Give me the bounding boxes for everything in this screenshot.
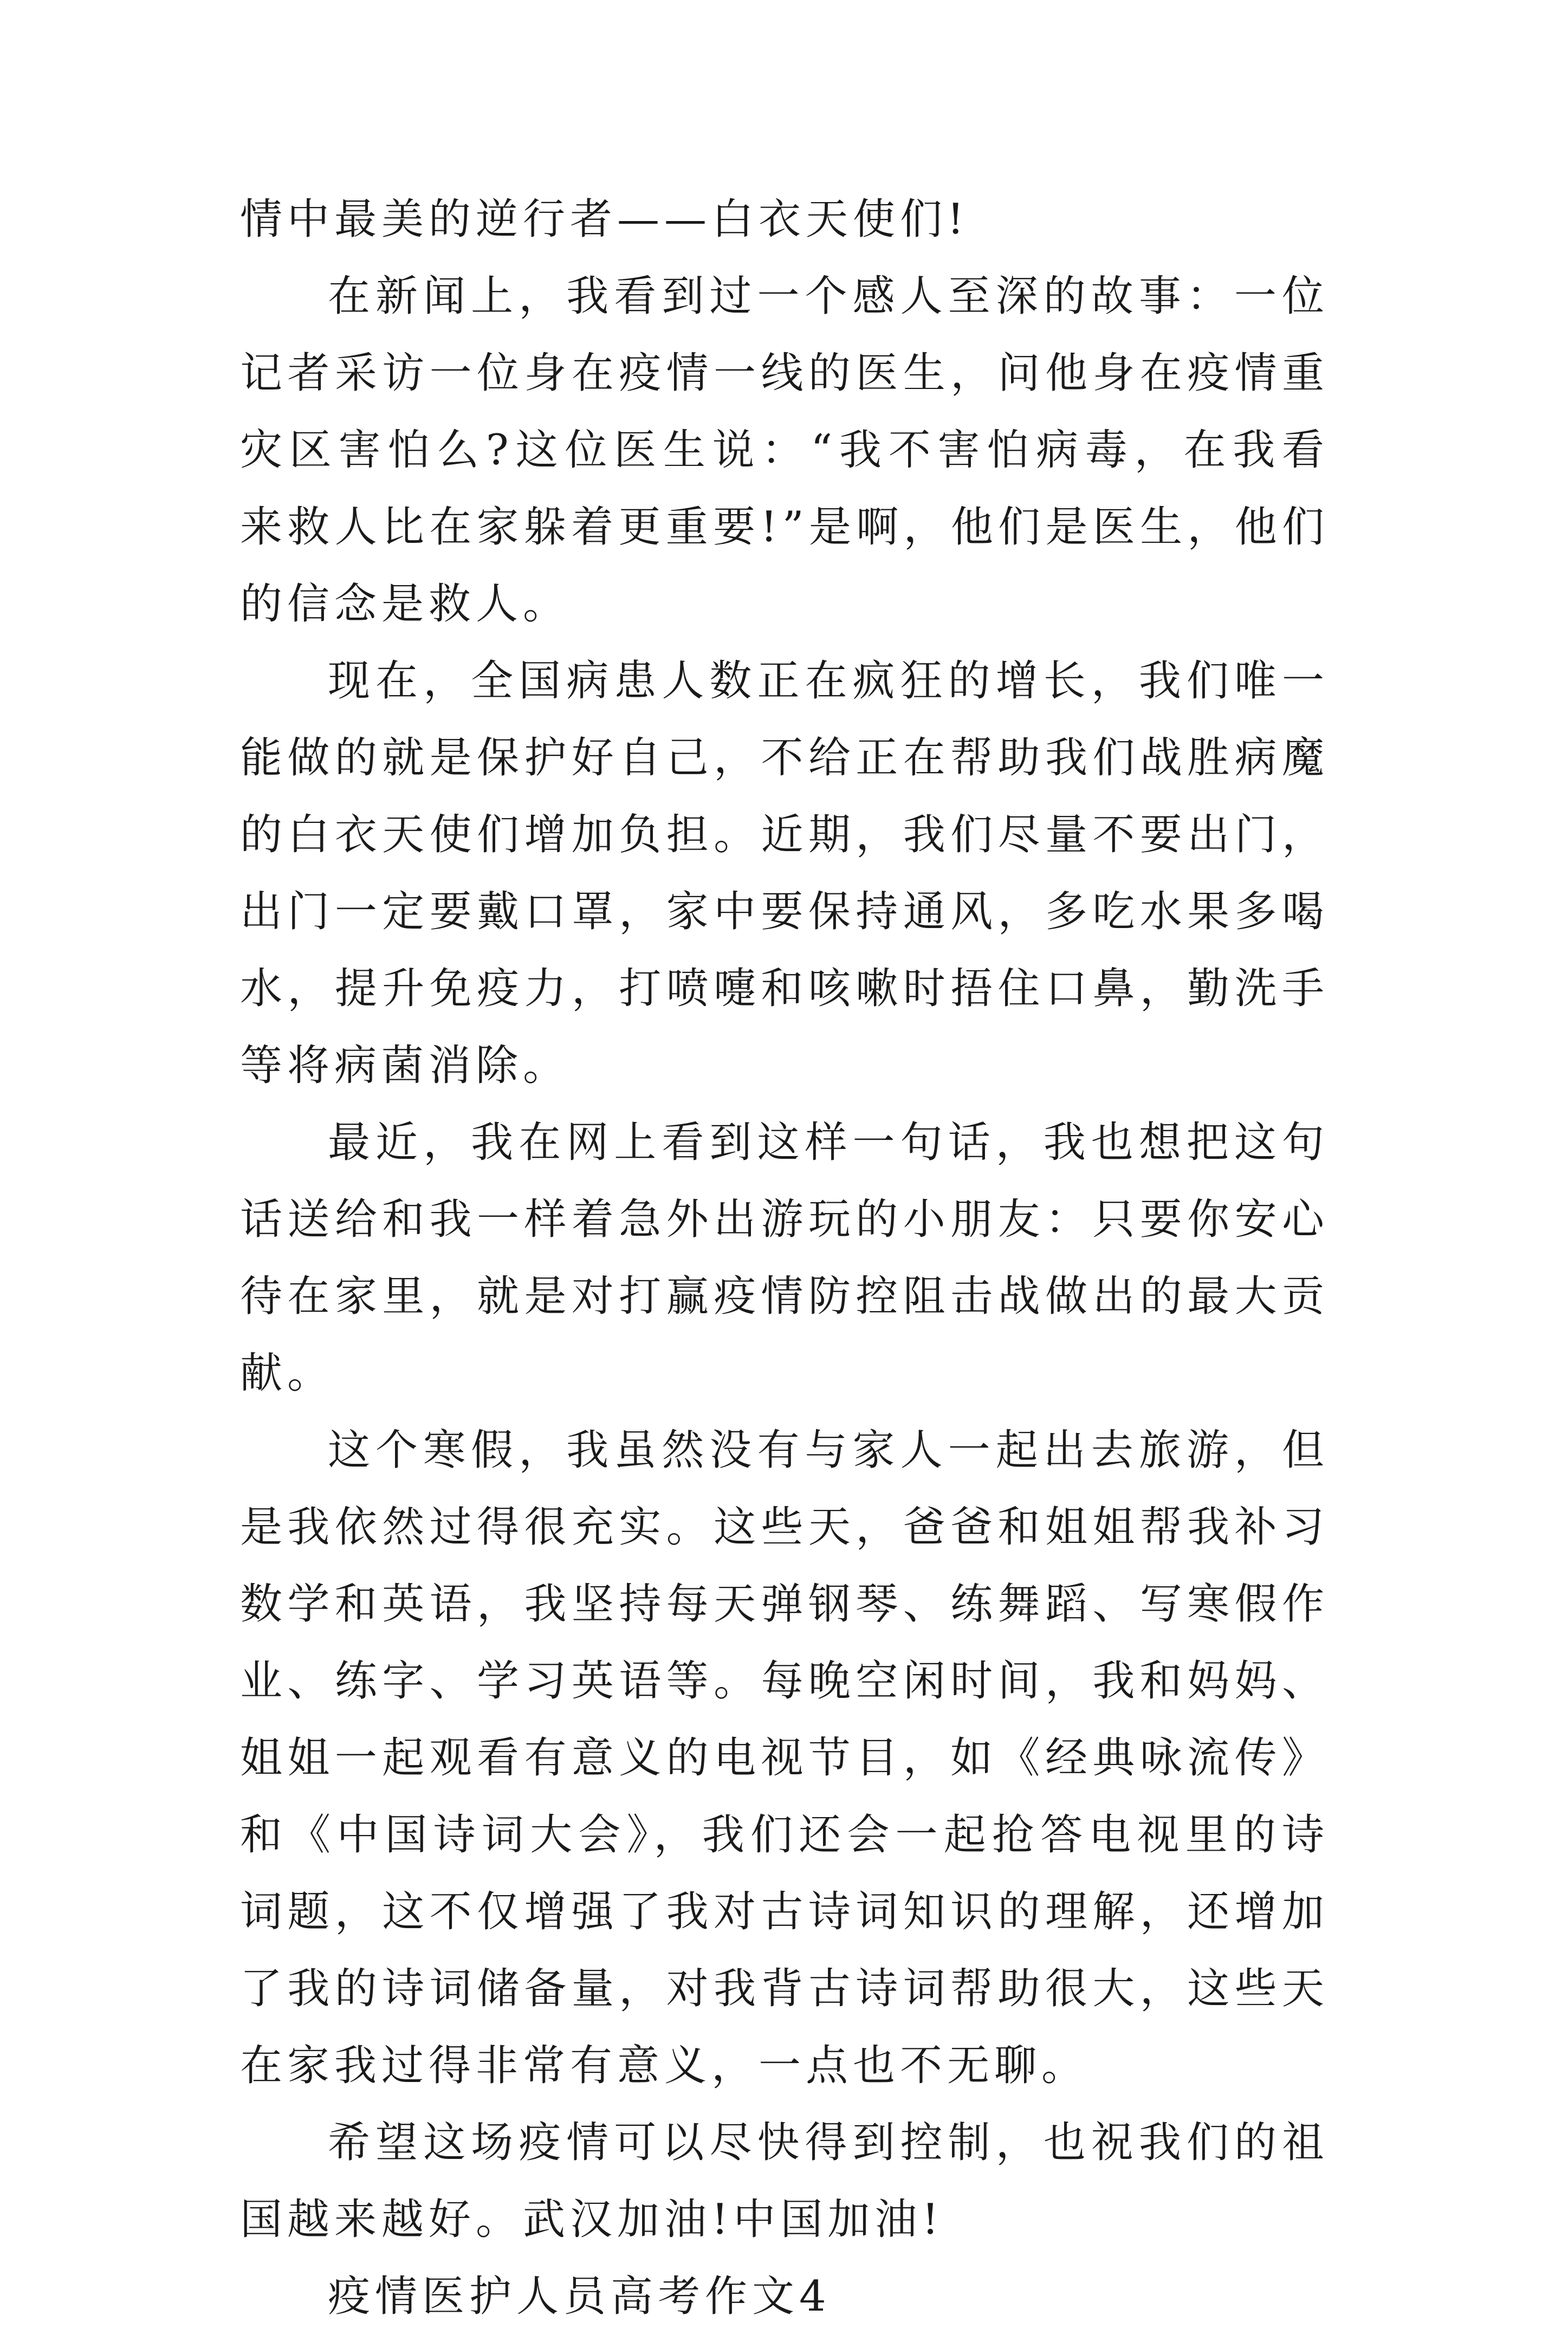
paragraph-protection: 现在，全国病患人数正在疯狂的增长，我们唯一能做的就是保护好自己，不给正在帮助我们战胜病魔的白衣天使们增加负担。近期，我们尽量不要出门，出门一定要戴口罩，家中要保持通风，多吃水果多喝水，提升免疫力，打喷嚏和咳嗽时捂住口鼻，勤洗手等将病菌消除。 (240, 657, 1329, 1090)
section-heading: 疫情医护人员高考作文4 (328, 2272, 831, 2321)
paragraph-news-story: 在新闻上，我看到过一个感人至深的故事：一位记者采访一位身在疫情一线的医生，问他身在疫情重灾区害怕么?这位医生说：“我不害怕病毒，在我看来救人比在家躲着更重要!”是啊，他们是医生，他们的信念是救人。 (240, 272, 1329, 628)
paragraph-hope: 希望这场疫情可以尽快得到控制，也祝我们的祖国越来越好。武汉加油!中国加油! (240, 2118, 1329, 2244)
document-body (240, 181, 1329, 2335)
paragraph-online-quote: 最近，我在网上看到这样一句话，我也想把这句话送给和我一样着急外出游玩的小朋友：只要你安心待在家里，就是对打赢疫情防控阻击战做出的最大贡献。 (240, 1118, 1329, 1398)
paragraph-winter-vacation: 这个寒假，我虽然没有与家人一起出去旅游，但是我依然过得很充实。这些天，爸爸和姐姐帮我补习数学和英语，我坚持每天弹钢琴、练舞蹈、写寒假作业、练字、学习英语等。每晚空闲时间，我和妈妈、姐姐一起观看有意义的电视节目，如《经典咏流传》和《中国诗词大会》，我们还会一起抢答电视里的诗词题，这不仅增强了我对古诗词知识的理解，还增加了我的诗词储备量，对我背古诗词帮助很大，这些天在家我过得非常有意义，一点也不无聊。 (240, 1426, 1329, 2090)
paragraph-continued: 情中最美的逆行者——白衣天使们! (240, 195, 969, 244)
